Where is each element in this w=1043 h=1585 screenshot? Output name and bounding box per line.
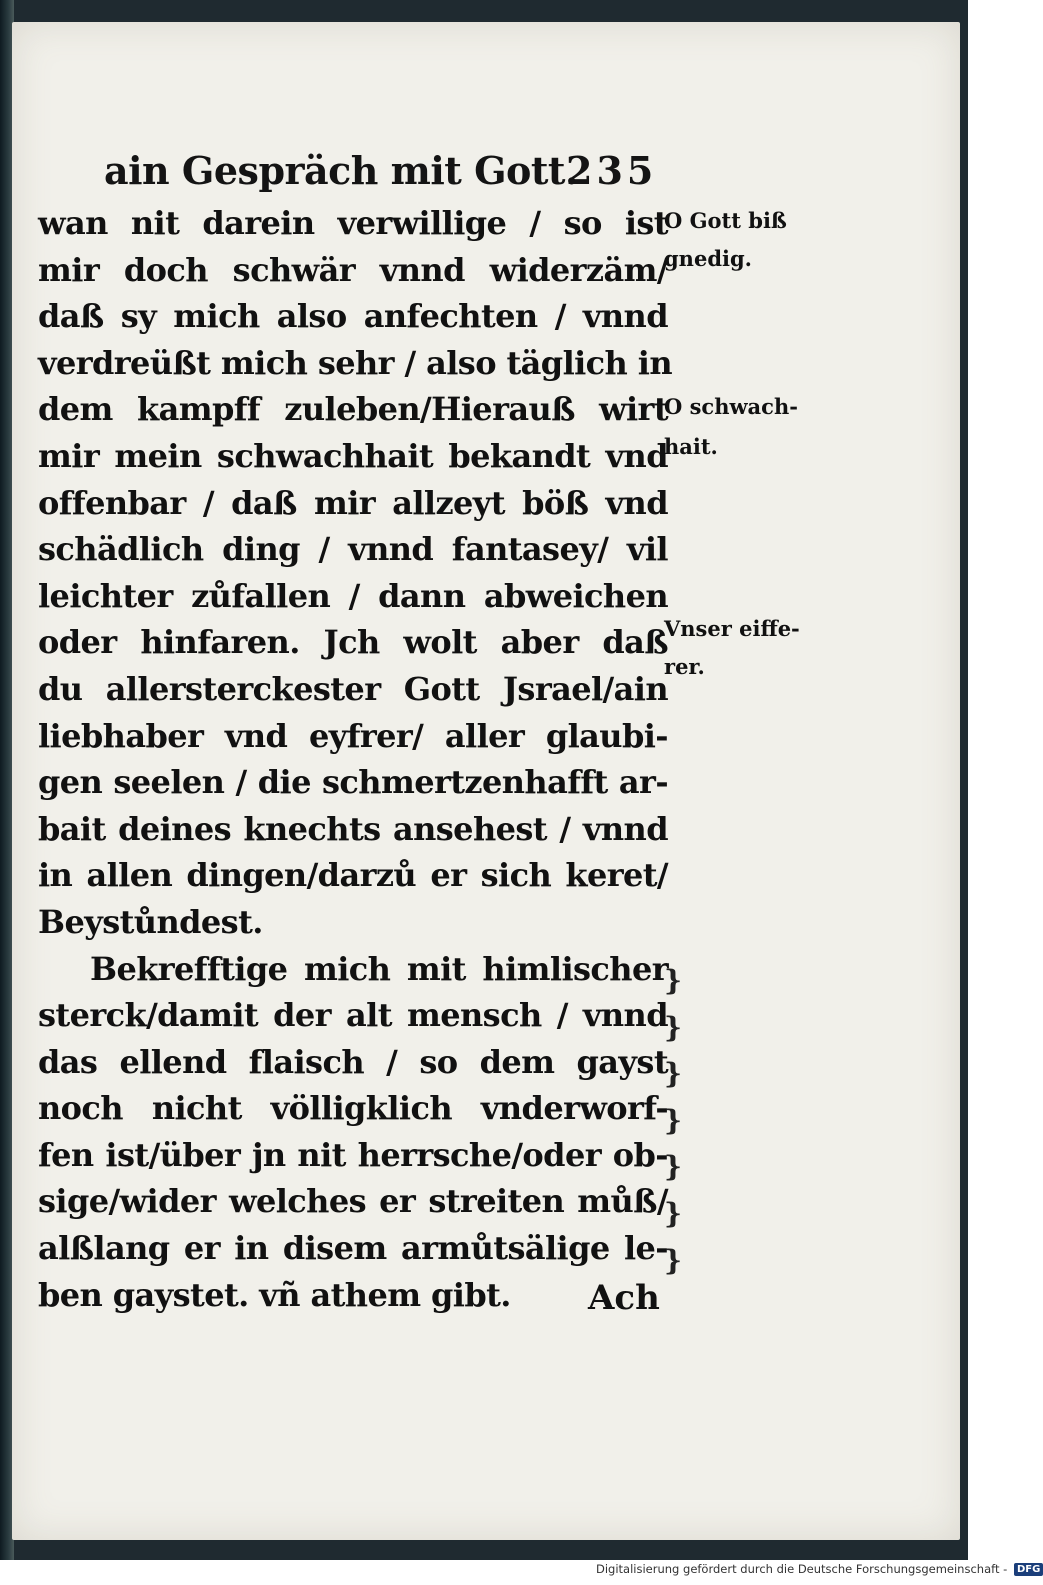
margin-note-line: hait. <box>664 434 718 459</box>
margin-note-schwachhait <box>664 384 844 470</box>
text-line: verdreüßt mich sehr / also täglich in <box>38 343 672 382</box>
text-line: offenbar / daß mir allzeyt böß vnd <box>38 483 668 522</box>
text-line: mir doch schwär vnnd widerzäm/ <box>38 250 668 289</box>
text-line: leichter zůfallen / dann abweichen <box>38 576 668 615</box>
running-head-title: ain Gespräch mit Gott. <box>104 148 578 193</box>
text-line: dem kampff zuleben/Hierauß wirt <box>38 390 668 429</box>
text-line: ben gaystet. vñ athem gibt. <box>38 1275 511 1314</box>
digitization-footer <box>596 1562 1041 1582</box>
text-line: in allen dingen/darzů er sich keret/ <box>38 856 668 895</box>
text-line: du allersterckester Gott Jsrael/ain <box>38 669 668 708</box>
margin-note-eifferer <box>664 606 844 690</box>
margin-note-gott <box>664 198 844 282</box>
text-line: noch nicht völligklich vnderworf- <box>38 1089 668 1128</box>
footer-text: Digitalisierung gefördert durch die Deutsche Forschungsgemeinschaft - <box>596 1562 1008 1576</box>
text-line: gen seelen / die schmertzenhafft ar- <box>38 763 668 802</box>
marginal-bracket-marks: } } } } } } } <box>664 964 683 1277</box>
margin-note-line: rer. <box>664 654 705 679</box>
text-line: mir mein schwachhait bekandt vnd <box>38 436 668 475</box>
text-line: wan nit darein verwillige / so ist <box>38 204 668 242</box>
page-number: 235 <box>566 148 658 193</box>
dfg-logo: DFG <box>1014 1563 1043 1576</box>
text-line: fen ist/über jn nit herrsche/oder ob- <box>38 1135 668 1174</box>
text-line: liebhaber vnd eyfrer/ aller glaubi- <box>38 716 668 755</box>
margin-note-line: O schwach- <box>664 394 798 419</box>
margin-note-line: Vnser eiffe- <box>664 616 800 641</box>
catchword: Ach <box>588 1278 660 1318</box>
text-line: oder hinfaren. Jch wolt aber daß <box>38 623 668 662</box>
text-line: Bekrefftige mich mit himlischer <box>90 949 668 988</box>
text-line: bait deines knechts ansehest / vnnd <box>38 809 668 848</box>
text-line: daß sy mich also anfechten / vnnd <box>38 297 668 336</box>
margin-note-line: gnedig. <box>664 246 752 271</box>
text-line: schädlich ding / vnnd fantasey/ vil <box>38 530 668 569</box>
text-line: das ellend flaisch / so dem gayst <box>38 1042 668 1081</box>
running-head <box>104 148 664 198</box>
text-line: alßlang er in disem armůtsälige le- <box>38 1229 668 1268</box>
text-line: sterck/damit der alt mensch / vnnd <box>38 996 668 1035</box>
text-line: Beystůndest. <box>38 902 263 941</box>
margin-note-line: O Gott biß <box>664 208 787 233</box>
body-text <box>38 200 672 1318</box>
text-line: sige/wider welches er streiten můß/ <box>38 1182 668 1221</box>
